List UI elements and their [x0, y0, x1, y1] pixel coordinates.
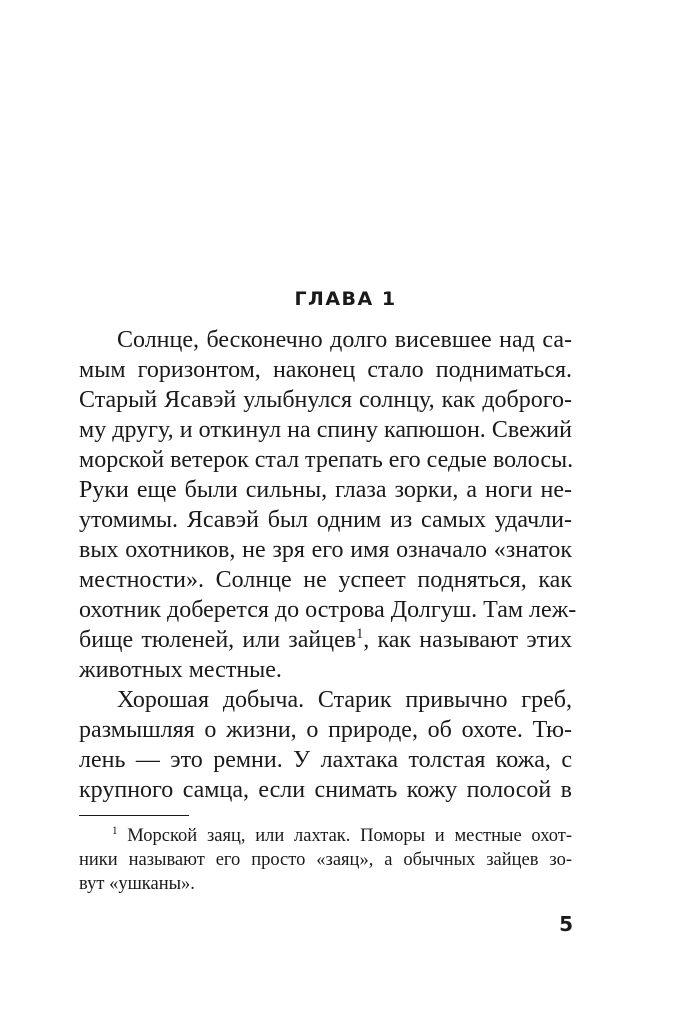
text-line: лень — это ремни. У лахтака толстая кожа, с — [79, 747, 572, 773]
text-line: местности». Солнце не успеет подняться, как — [79, 567, 572, 593]
page-number: 5 — [559, 912, 573, 936]
text-line: вых охотников, не зря его имя означало «знаток — [79, 537, 572, 563]
footnote-divider — [79, 815, 189, 816]
chapter-title: ГЛАВА 1 — [294, 288, 397, 310]
text-fragment: бище тюленей, или зайцев — [79, 627, 357, 653]
footnote-line — [112, 824, 572, 848]
text-line-with-footnote — [79, 625, 572, 655]
text-fragment: , как называют этих — [363, 627, 572, 653]
text-line: Старый Ясавэй улыбнулся солнцу, как доброго- — [79, 387, 572, 413]
text-line: утомимы. Ясавэй был одним из самых удачли- — [79, 507, 572, 533]
text-line: Руки еще были сильны, глаза зорки, а ноги не- — [79, 477, 572, 503]
footnote-marker: 1 — [112, 824, 118, 837]
text-line: охотник доберется до острова Долгуш. Там леж- — [79, 597, 577, 623]
footnote-reference: 1 — [356, 626, 364, 642]
footnote-line: ники называют его просто «заяц», а обычных зайцев зо- — [79, 850, 572, 870]
footnote-line: вут «ушканы». — [79, 874, 195, 894]
text-line: животных местные. — [79, 657, 282, 683]
text-line: мым горизонтом, наконец стало подниматься. — [79, 357, 572, 383]
text-line: Хорошая добыча. Старик привычно греб, — [117, 687, 572, 713]
text-line: му другу, и откинул на спину капюшон. Свежий — [79, 417, 572, 443]
text-line: морской ветерок стал трепать его седые волосы. — [79, 447, 574, 473]
text-line: размышляя о жизни, о природе, об охоте. Тю- — [79, 717, 572, 743]
footnote-text: Морской заяц, или лахтак. Поморы и местные охот- — [117, 826, 572, 846]
text-line: Солнце, бесконечно долго висевшее над са- — [117, 327, 572, 353]
text-line: крупного самца, если снимать кожу полосой в — [79, 777, 572, 803]
